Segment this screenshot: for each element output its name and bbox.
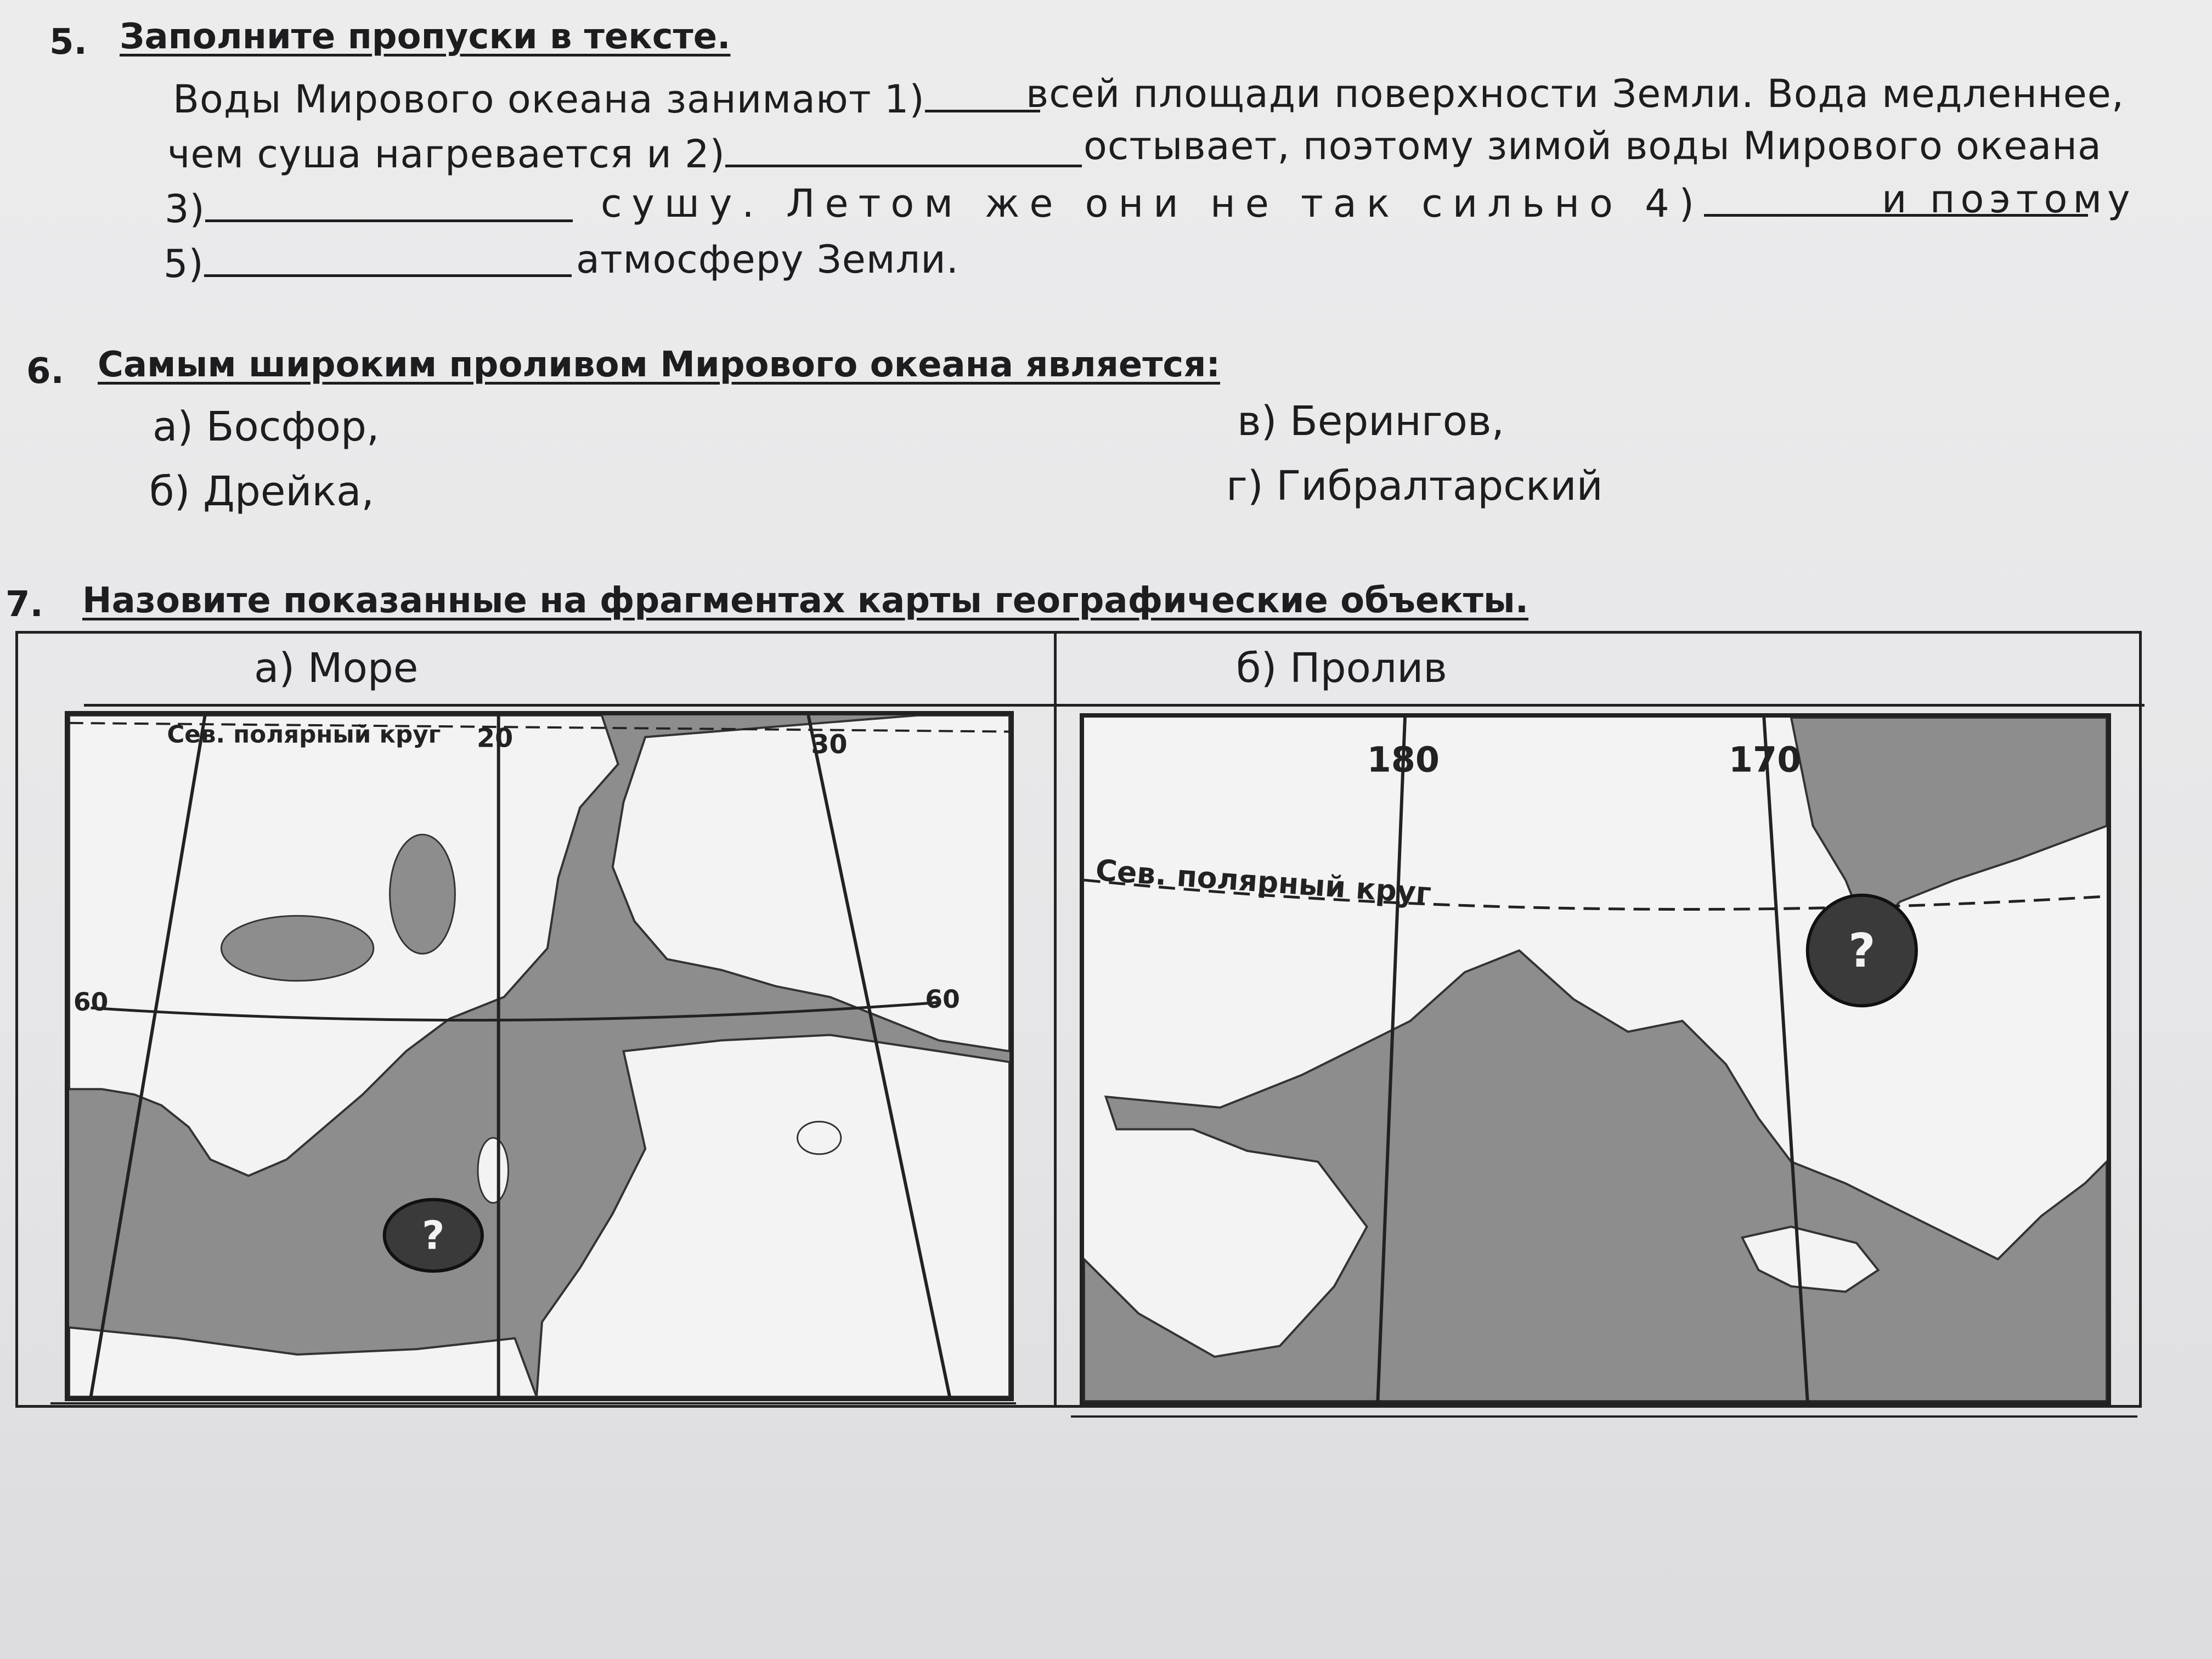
q5-line4 (163, 241, 572, 286)
q5-line3-end: и поэтому (1882, 177, 2136, 222)
map-a-lat-right: 60 (925, 985, 960, 1014)
q6-number: 6. (26, 351, 64, 392)
map-b-lon-180: 180 (1367, 739, 1440, 780)
col-a-caption: а) Море (254, 645, 419, 692)
map-a-lon-30: 30 (811, 730, 848, 760)
map-b-circle-label: Сев. полярный круг (1094, 853, 1432, 911)
lake-2 (390, 834, 455, 953)
q5-line1-end: всей площади поверхности Земли. Вода медленнее, (1026, 71, 2125, 116)
map-a-circle-label: Сев. полярный круг (167, 721, 441, 749)
map-b-marker-text: ? (1848, 924, 1876, 979)
map-b-bering (1080, 713, 2111, 1406)
col-b-caption: б) Пролив (1236, 645, 1447, 692)
q5-number: 5. (49, 22, 87, 63)
q6-option-b[interactable]: б) Дрейка, (149, 468, 374, 515)
q6-heading: Самым широким проливом Мирового океана является: (98, 345, 1221, 385)
blank-2[interactable] (725, 165, 1082, 167)
q6-option-a[interactable]: а) Босфор, (153, 403, 380, 450)
q5-line1-start: Воды Мирового океана занимают 1) (173, 77, 925, 122)
q5-heading: Заполните пропуски в тексте. (120, 16, 731, 57)
map-a-marker-text: ? (422, 1212, 445, 1259)
island-saaremaa (798, 1121, 841, 1154)
q5-line3-start: 3) (165, 187, 205, 232)
table-header-rule (84, 704, 2145, 707)
map-b-lon-170: 170 (1728, 739, 1802, 780)
q5-line2-end: остывает, поэтому зимой воды Мирового океана (1084, 123, 2102, 168)
q5-line2 (167, 132, 1082, 177)
map-b-underline (1071, 1415, 2137, 1418)
map-a-underline (50, 1402, 1016, 1404)
q5-line4-end: атмосферу Земли. (576, 237, 960, 282)
q5-line3 (165, 187, 573, 232)
q5-line3-middle: сушу. Летом же они не так сильно 4) (601, 181, 1704, 226)
map-b-svg (1084, 718, 2107, 1401)
blank-3[interactable] (205, 219, 573, 222)
table-divider (1054, 634, 1057, 1405)
q7-heading: Назовите показанные на фрагментах карты географические объекты. (82, 580, 1529, 621)
lake-1 (221, 916, 373, 980)
island-gotland (478, 1138, 508, 1203)
blank-1[interactable] (925, 110, 1040, 112)
q5-line2-start: чем суша нагревается и 2) (167, 132, 725, 177)
q5-line1 (173, 77, 1040, 122)
q5-line3-mid (601, 181, 2088, 226)
blank-5[interactable] (204, 274, 572, 277)
q7-number: 7. (5, 584, 43, 625)
map-a-svg (69, 715, 1009, 1397)
q6-option-c[interactable]: в) Берингов, (1237, 398, 1505, 445)
map-a-lon-20: 20 (477, 723, 514, 754)
q6-option-d[interactable]: г) Гибралтарский (1226, 462, 1603, 510)
map-a-baltic (65, 711, 1014, 1401)
map-a-lat-left: 60 (73, 988, 109, 1017)
q5-line4-start: 5) (163, 241, 204, 286)
